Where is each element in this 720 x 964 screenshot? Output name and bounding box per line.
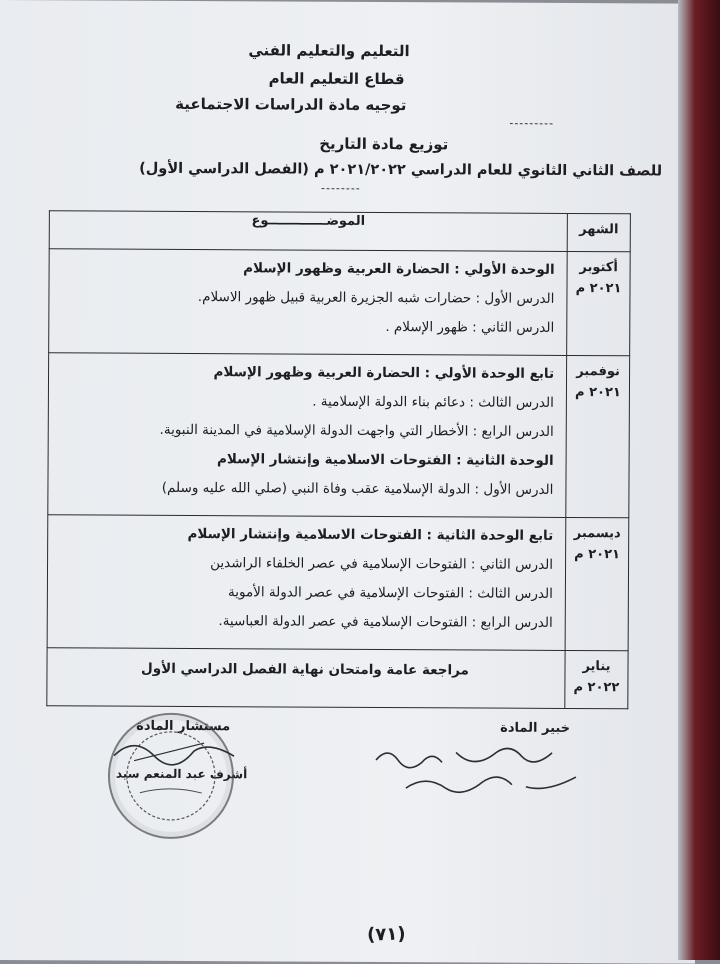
unit-title: الوحدة الأولي : الحضارة العربية وظهور الإسلام [243,260,555,278]
month-year: ٢٠٢١ م [574,547,621,563]
month-year: ٢٠٢١ م [575,385,621,401]
month-december [565,517,629,650]
document-title: توزيع مادة التاريخ [319,134,449,154]
header-department: توجيه مادة الدراسات الاجتماعية [175,94,407,115]
month-name: نوفمبر [576,364,620,380]
review-cell: مراجعة عامة وامتحان نهاية الفصل الدراسي الأول [47,648,565,709]
header-month: الشهر [567,213,630,251]
expert-signature [366,740,596,803]
unit-title: الوحدة الثانية : الفتوحات الاسلامية وإنتشار الإسلام [216,451,554,469]
table-header-row [49,211,630,252]
month-name: ديسمبر [573,526,621,542]
month-october [567,251,631,355]
unit-title: تابع الوحدة الثانية : الفتوحات الاسلامية وإنتشار الإسلام [187,525,554,544]
month-year: ٢٠٢٢ م [573,680,620,696]
header-sector: قطاع التعليم العام [268,69,405,89]
table-row-november [48,353,630,518]
topics-november [48,353,567,518]
consultant-label: مستشار المادة [136,718,231,735]
month-name: يناير [582,659,611,675]
topics-october [49,249,568,356]
lesson-line: الدرس الثاني : الفتوحات الإسلامية في عصر الخلفاء الراشدين [210,555,554,573]
table-row-january [47,648,628,709]
schedule-table [46,210,631,709]
unit-title: تابع الوحدة الأولي : الحضارة العربية وظهور الإسلام [213,364,555,382]
header-divider: --------- [509,116,555,130]
month-january [565,650,628,708]
lesson-line: الدرس الثالث : الفتوحات الإسلامية في عصر الدولة الأموية [227,584,553,602]
page-number: (٧١) [366,923,406,946]
lesson-line: الدرس الرابع : الأخطار التي واجهت الدولة الإسلامية في المدينة النبوية. [159,421,554,440]
header-ministry: التعليم والتعليم الفني [248,41,410,61]
document-subtitle: للصف الثاني الثانوي للعام الدراسي ٢٠٢١/٢٠٢٢ م (الفصل الدراسي الأول) [139,160,663,180]
background-edge [678,0,720,960]
lesson-line: الدرس الثالث : دعائم بناء الدولة الإسلامية . [312,393,554,411]
table-row-october [49,249,631,356]
lesson-line: الدرس الأول : الدولة الإسلامية عقب وفاة النبي (صلي الله عليه وسلم) [161,479,554,498]
consultant-signature [104,731,244,772]
title-divider: -------- [320,181,361,195]
consultant-name: أشرف عبد المنعم سيد [115,766,248,782]
month-name: أكتوبر [579,260,618,276]
lesson-line: الدرس الأول : حضارات شبه الجزيرة العربية قبيل ظهور الاسلام. [197,289,555,307]
expert-label: خبير المادة [500,720,571,736]
table-row-december [47,515,629,651]
lesson-line: الدرس الثاني : ظهور الإسلام . [385,319,555,336]
month-year: ٢٠٢١ م [575,281,622,297]
month-november [566,355,630,517]
lesson-line: الدرس الرابع : الفتوحات الإسلامية في عصر الدولة العباسية. [218,613,553,631]
header-topic: الموضـــــــــــــوع [49,211,567,252]
topics-december [47,515,566,651]
